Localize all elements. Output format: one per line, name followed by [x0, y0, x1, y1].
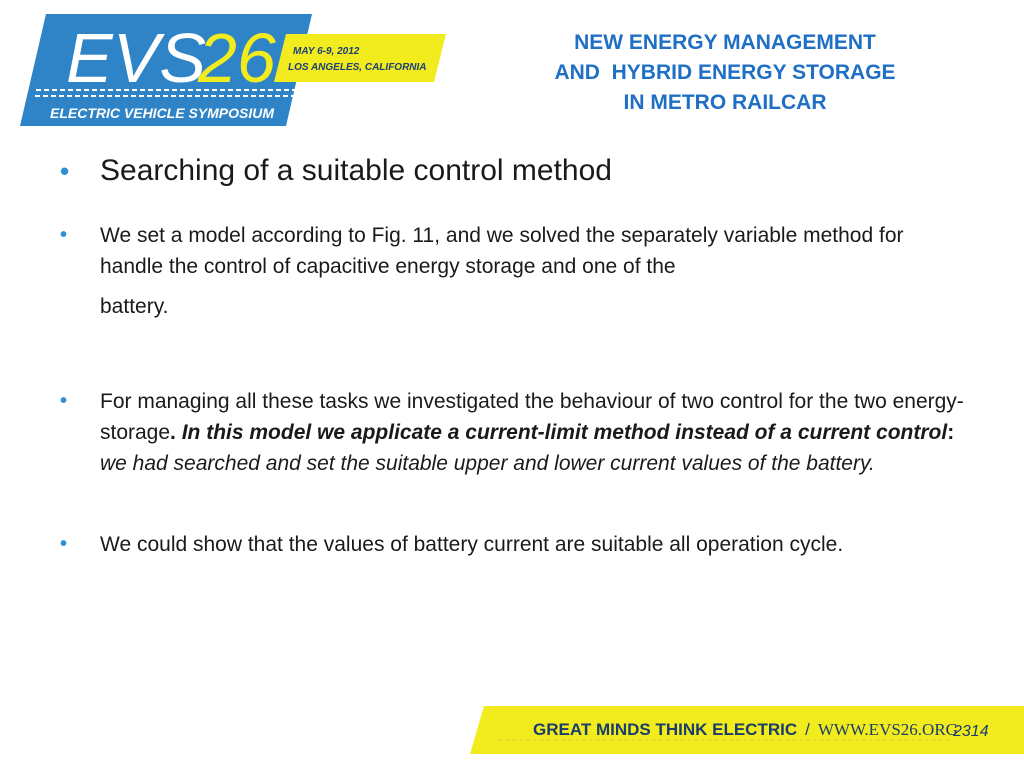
bullet-2-text: For managing all these tasks we investigated the behaviour of two control for the two energy-storage: [100, 390, 964, 444]
title-line-2: AND HYBRID ENERGY STORAGE: [554, 61, 896, 84]
logo-main-text: EVS: [66, 19, 207, 97]
footer-slogan: GREAT MINDS THINK ELECTRIC: [533, 720, 798, 739]
page-number: 2314: [953, 723, 989, 740]
footer-slash: /: [805, 720, 810, 739]
bullet-2-italic: we had searched and set the suitable upper and lower current values of the battery.: [100, 452, 875, 475]
logo-tagline: ELECTRIC VEHICLE SYMPOSIUM: [50, 105, 275, 121]
bullet-item-2: [60, 386, 965, 479]
footer-text: [533, 717, 958, 743]
heading-bullet: [60, 150, 965, 192]
heading-text: Searching of a suitable control method: [100, 154, 612, 187]
bullet-dot: •: [60, 533, 68, 555]
bullet-dot: •: [60, 390, 68, 412]
logo-yellow-banner: [274, 34, 446, 82]
bullet-dot: •: [60, 224, 68, 246]
slide-title: [520, 28, 930, 118]
bullet-item-3: [60, 529, 965, 560]
bullet-3-text: We could show that the values of battery current are suitable all operation cycle.: [100, 533, 844, 556]
title-line-1: NEW ENERGY MANAGEMENT: [574, 31, 876, 54]
evs26-logo: [18, 12, 448, 128]
bullet-item-1: [60, 220, 965, 328]
bullet-1-continuation: battery.: [100, 295, 169, 318]
logo-26-text: 26: [198, 19, 276, 97]
bullet-dot: •: [60, 156, 70, 186]
bullet-2-emphasis: In this model we applicate a current-limit method instead of a current control: [181, 421, 948, 444]
bullet-2-colon: :: [947, 421, 955, 444]
logo-location: LOS ANGELES, CALIFORNIA: [288, 62, 427, 73]
bullet-1-text: We set a model according to Fig. 11, and we solved the separately variable method for handle the control of capacitive energy storage and one of the: [100, 224, 904, 278]
logo-date: MAY 6-9, 2012: [293, 46, 360, 57]
bullet-2-period: .: [170, 421, 182, 444]
slide-content: [60, 150, 965, 560]
footer-url: WWW.EVS26.ORG: [817, 720, 958, 739]
title-line-3: IN METRO RAILCAR: [623, 91, 827, 114]
